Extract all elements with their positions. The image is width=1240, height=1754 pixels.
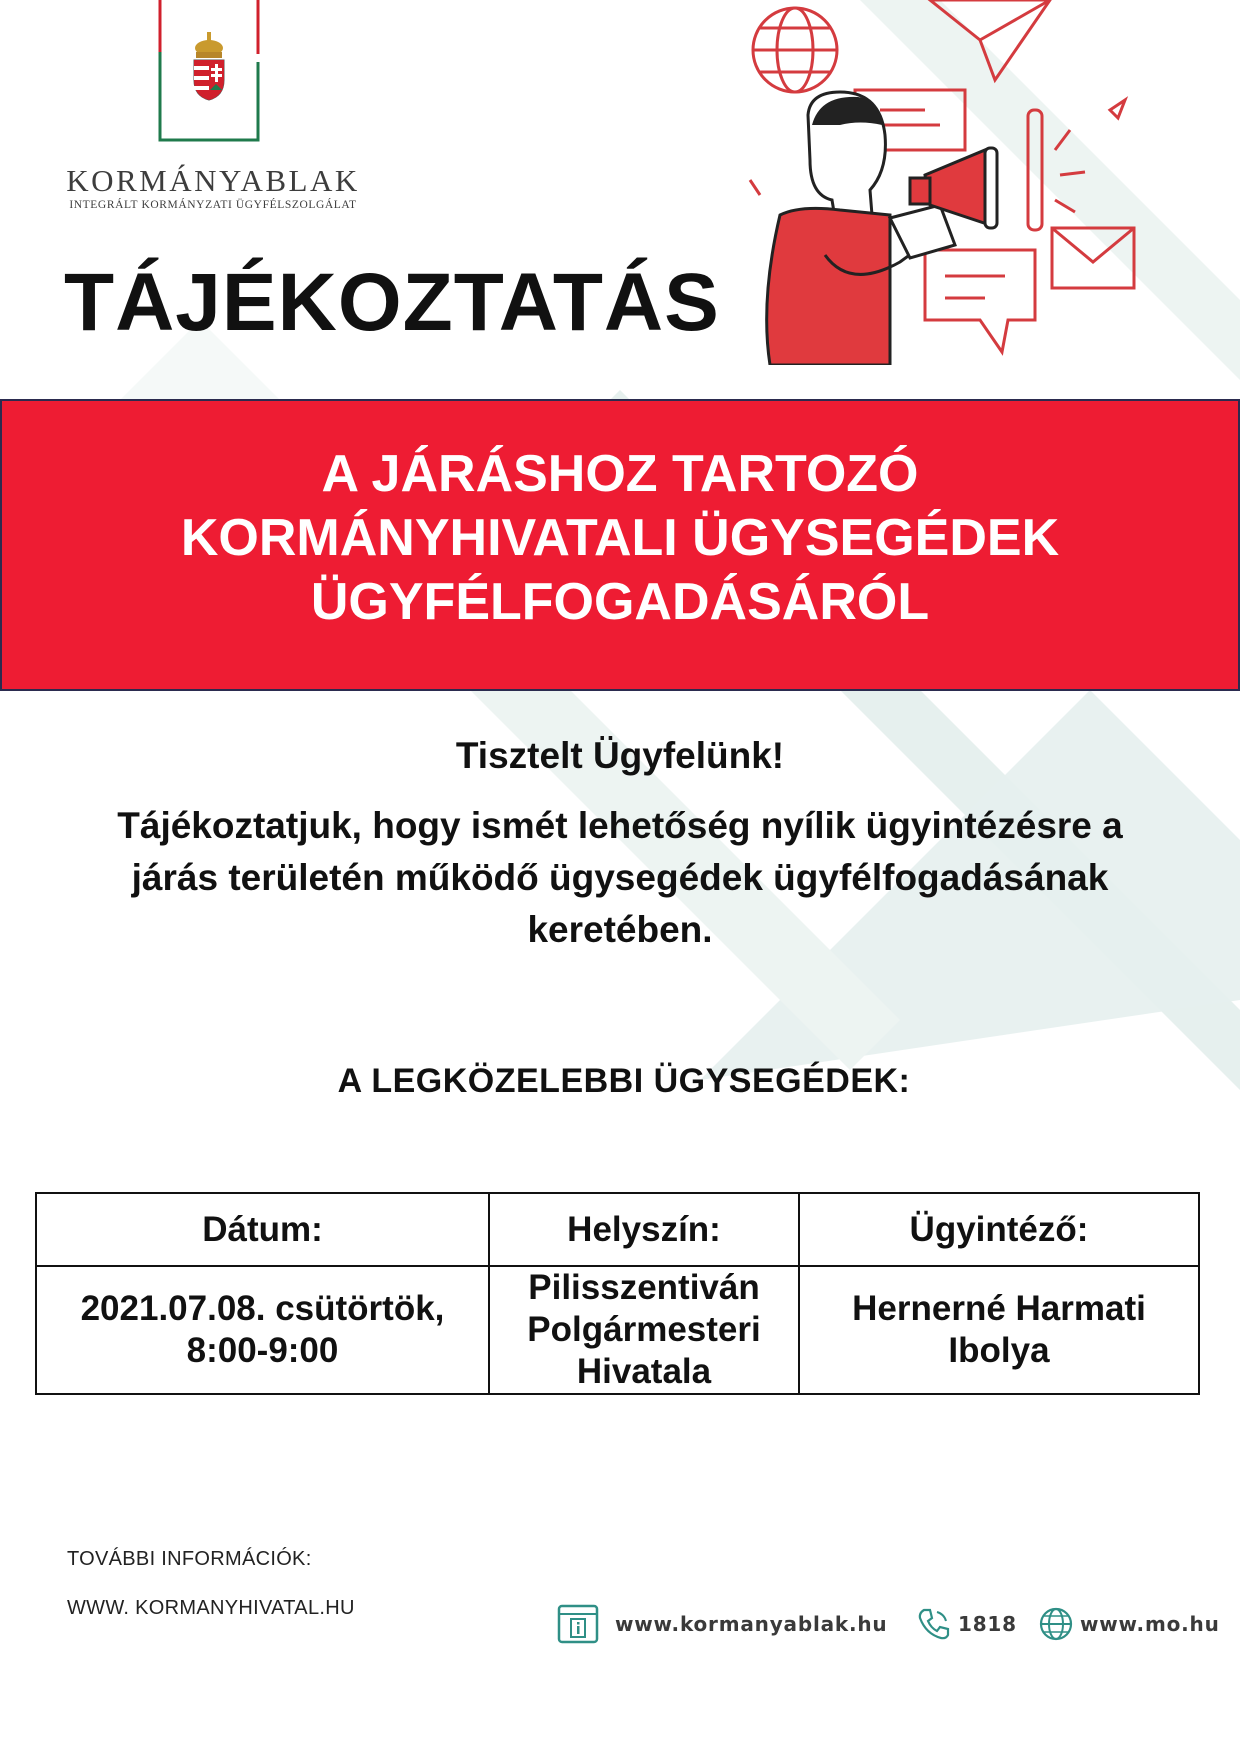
phone-icon <box>916 1606 952 1642</box>
cell-officer <box>799 1266 1199 1394</box>
logo-subtitle: INTEGRÁLT KORMÁNYZATI ÜGYFÉLSZOLGÁLAT <box>69 199 357 211</box>
schedule-table <box>35 1192 1200 1395</box>
info-window-icon <box>557 1603 599 1645</box>
logo-wordmark <box>58 164 368 211</box>
kormanyablak-logo <box>158 0 262 142</box>
footer-website[interactable] <box>557 1606 887 1642</box>
banner-line: ÜGYFÉLFOGADÁSÁRÓL <box>310 573 930 631</box>
table-row <box>36 1266 1199 1394</box>
cell-line: Hivatala <box>576 1352 712 1391</box>
footer-portal[interactable] <box>1038 1606 1220 1642</box>
logo-title: KORMÁNYABLAK <box>66 163 360 198</box>
body-paragraph <box>40 800 1200 956</box>
cell-line: 8:00-9:00 <box>186 1331 339 1370</box>
title-banner <box>0 399 1240 691</box>
globe-icon <box>1038 1606 1074 1642</box>
more-info-link[interactable]: WWW. KORMANYHIVATAL.HU <box>67 1597 355 1619</box>
website-link[interactable]: www.kormanyablak.hu <box>615 1612 888 1636</box>
megaphone-illustration <box>740 0 1140 365</box>
coat-of-arms-icon <box>194 32 224 100</box>
cell-line: Hernerné Harmati <box>852 1289 1146 1328</box>
cell-line: Pilisszentiván <box>528 1268 760 1307</box>
portal-link[interactable]: www.mo.hu <box>1080 1612 1220 1636</box>
section-title: A LEGKÖZELEBBI ÜGYSEGÉDEK: <box>337 1062 911 1100</box>
cell-line: Polgármesteri <box>527 1310 761 1349</box>
banner-text <box>181 442 1059 634</box>
column-header-officer: Ügyintéző: <box>799 1193 1199 1266</box>
table-header-row <box>36 1193 1199 1266</box>
column-header-date: Dátum: <box>36 1193 489 1266</box>
cell-date <box>36 1266 489 1394</box>
page-title: TÁJÉKOZTATÁS <box>64 257 720 348</box>
chat-bubble-icon <box>925 250 1035 352</box>
cell-place <box>489 1266 799 1394</box>
column-header-place: Helyszín: <box>489 1193 799 1266</box>
banner-line: KORMÁNYHIVATALI ÜGYSEGÉDEK <box>180 509 1060 567</box>
phone-number[interactable]: 1818 <box>958 1612 1017 1636</box>
banner-line: A JÁRÁSHOZ TARTOZÓ <box>321 445 919 503</box>
body-line: keretében. <box>527 909 713 950</box>
greeting: Tisztelt Ügyfelünk! <box>455 735 785 776</box>
footer-phone[interactable] <box>916 1606 1017 1642</box>
body-line: járás területén működő ügysegédek ügyfélfogadásának <box>131 857 1109 898</box>
person-icon <box>767 92 955 365</box>
more-info-label: TOVÁBBI INFORMÁCIÓK: <box>67 1548 312 1570</box>
cell-line: Ibolya <box>948 1331 1050 1370</box>
body-line: Tájékoztatjuk, hogy ismét lehetőség nyílik ügyintézésre a <box>117 805 1123 846</box>
cell-line: 2021.07.08. csütörtök, <box>80 1289 445 1328</box>
